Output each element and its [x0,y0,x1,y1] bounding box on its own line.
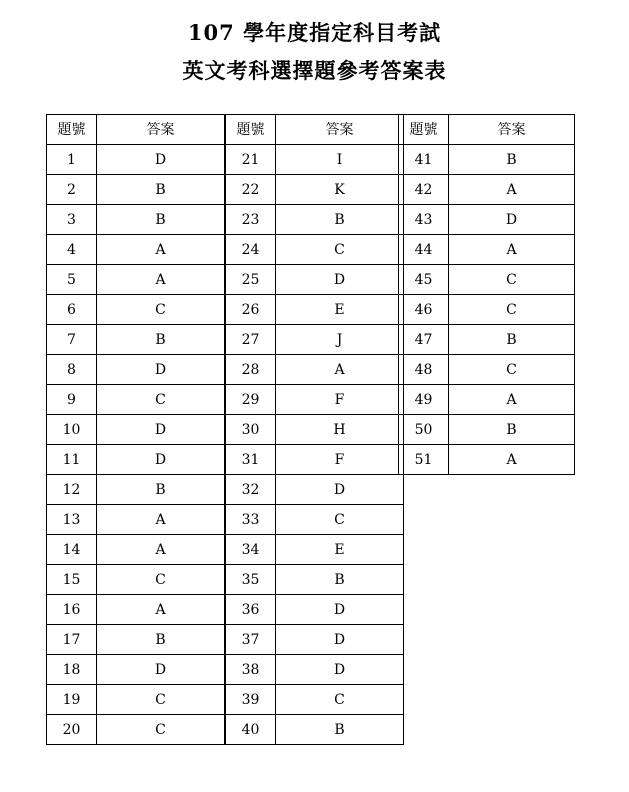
question-number: 9 [47,385,97,415]
answer-cell: C [276,235,404,265]
table-row [47,715,225,745]
table-row [226,355,404,385]
question-number: 16 [47,595,97,625]
question-number: 21 [226,145,276,175]
answer-table-col-2 [225,114,404,745]
answer-cell: B [97,475,225,505]
answer-cell: C [276,685,404,715]
table-row [226,655,404,685]
table-row [399,175,575,205]
question-number: 23 [226,205,276,235]
question-number: 17 [47,625,97,655]
answer-cell: E [276,535,404,565]
question-number: 12 [47,475,97,505]
question-number: 50 [399,415,449,445]
answer-cell: K [276,175,404,205]
table-row [226,385,404,415]
table-row [226,295,404,325]
question-number: 6 [47,295,97,325]
question-number: 28 [226,355,276,385]
table-row [47,175,225,205]
table-row [47,295,225,325]
table-row [226,235,404,265]
table-row [226,565,404,595]
table-row [399,445,575,475]
answer-cell: D [97,655,225,685]
answer-cell: B [449,325,575,355]
question-number: 29 [226,385,276,415]
answer-cell: D [276,595,404,625]
question-number: 47 [399,325,449,355]
page-title: 107 學年度指定科目考試 [187,20,442,45]
question-number: 8 [47,355,97,385]
answer-cell: D [449,205,575,235]
question-number: 24 [226,235,276,265]
header-question-number: 題號 [47,115,97,145]
table-row [47,415,225,445]
answer-cell: B [97,175,225,205]
header-answer: 答案 [276,115,404,145]
answer-cell: A [449,385,575,415]
question-number: 35 [226,565,276,595]
question-number: 33 [226,505,276,535]
answer-cell: A [97,505,225,535]
answer-cell: I [276,145,404,175]
table-row [399,325,575,355]
question-number: 13 [47,505,97,535]
table-row [47,535,225,565]
table-row [47,475,225,505]
header-row [47,115,225,145]
table-row [226,145,404,175]
question-number: 37 [226,625,276,655]
answer-cell: D [97,145,225,175]
table-row [226,475,404,505]
answer-cell: A [449,175,575,205]
table-row [226,445,404,475]
page-subtitle: 英文考科選擇題參考答案表 [182,58,447,83]
question-number: 34 [226,535,276,565]
table-row [226,175,404,205]
question-number: 11 [47,445,97,475]
answer-cell: B [97,325,225,355]
header-answer: 答案 [97,115,225,145]
answer-cell: D [276,475,404,505]
header-question-number: 題號 [226,115,276,145]
answer-cell: C [97,685,225,715]
question-number: 41 [399,145,449,175]
question-number: 25 [226,265,276,295]
table-row [226,595,404,625]
table-row [47,205,225,235]
question-number: 26 [226,295,276,325]
question-number: 49 [399,385,449,415]
answer-cell: A [449,445,575,475]
table-row [47,235,225,265]
table-row [399,415,575,445]
answer-cell: C [449,295,575,325]
table-row [47,625,225,655]
answer-cell: B [449,415,575,445]
question-number: 45 [399,265,449,295]
table-row [47,265,225,295]
header-row [399,115,575,145]
answer-cell: E [276,295,404,325]
question-number: 15 [47,565,97,595]
question-number: 51 [399,445,449,475]
table-row [226,505,404,535]
answer-cell: A [97,595,225,625]
answer-cell: D [276,265,404,295]
table-row [47,445,225,475]
question-number: 2 [47,175,97,205]
answer-cell: C [276,505,404,535]
table-row [47,565,225,595]
answer-cell: A [276,355,404,385]
answer-cell: C [97,565,225,595]
answer-cell: B [449,145,575,175]
question-number: 39 [226,685,276,715]
question-number: 40 [226,715,276,745]
question-number: 4 [47,235,97,265]
answer-cell: F [276,385,404,415]
answer-cell: C [97,385,225,415]
question-number: 5 [47,265,97,295]
question-number: 1 [47,145,97,175]
answer-cell: D [97,415,225,445]
answer-cell: A [97,265,225,295]
question-number: 32 [226,475,276,505]
table-row [47,685,225,715]
answer-cell: D [97,445,225,475]
table-row [226,535,404,565]
answer-cell: D [276,625,404,655]
table-row [226,325,404,355]
answer-cell: B [97,205,225,235]
question-number: 20 [47,715,97,745]
answer-cell: A [97,535,225,565]
question-number: 19 [47,685,97,715]
table-row [399,145,575,175]
table-row [47,355,225,385]
table-row [399,355,575,385]
question-number: 48 [399,355,449,385]
question-number: 30 [226,415,276,445]
table-row [399,265,575,295]
answer-cell: H [276,415,404,445]
question-number: 27 [226,325,276,355]
table-row [47,145,225,175]
answer-cell: B [276,565,404,595]
table-row [47,655,225,685]
answer-table-col-3 [398,114,575,475]
header-answer: 答案 [449,115,575,145]
answer-cell: F [276,445,404,475]
answer-cell: C [449,265,575,295]
question-number: 14 [47,535,97,565]
table-row [47,325,225,355]
table-row [226,415,404,445]
question-number: 46 [399,295,449,325]
table-row [399,295,575,325]
answer-cell: C [97,715,225,745]
table-row [399,205,575,235]
answer-cell: B [97,625,225,655]
question-number: 10 [47,415,97,445]
answer-cell: C [97,295,225,325]
table-row [226,715,404,745]
table-row [226,625,404,655]
question-number: 22 [226,175,276,205]
answer-cell: A [449,235,575,265]
table-row [399,385,575,415]
question-number: 38 [226,655,276,685]
table-row [399,235,575,265]
header-question-number: 題號 [399,115,449,145]
answer-cell: B [276,205,404,235]
question-number: 3 [47,205,97,235]
question-number: 36 [226,595,276,625]
table-row [47,505,225,535]
answer-cell: B [276,715,404,745]
question-number: 7 [47,325,97,355]
question-number: 31 [226,445,276,475]
table-row [226,685,404,715]
answer-cell: D [97,355,225,385]
table-row [226,205,404,235]
answer-cell: J [276,325,404,355]
answer-cell: A [97,235,225,265]
answer-cell: C [449,355,575,385]
question-number: 42 [399,175,449,205]
table-row [226,265,404,295]
answer-table-col-1 [46,114,225,745]
question-number: 44 [399,235,449,265]
question-number: 18 [47,655,97,685]
table-row [47,595,225,625]
table-row [47,385,225,415]
header-row [226,115,404,145]
answer-cell: D [276,655,404,685]
question-number: 43 [399,205,449,235]
